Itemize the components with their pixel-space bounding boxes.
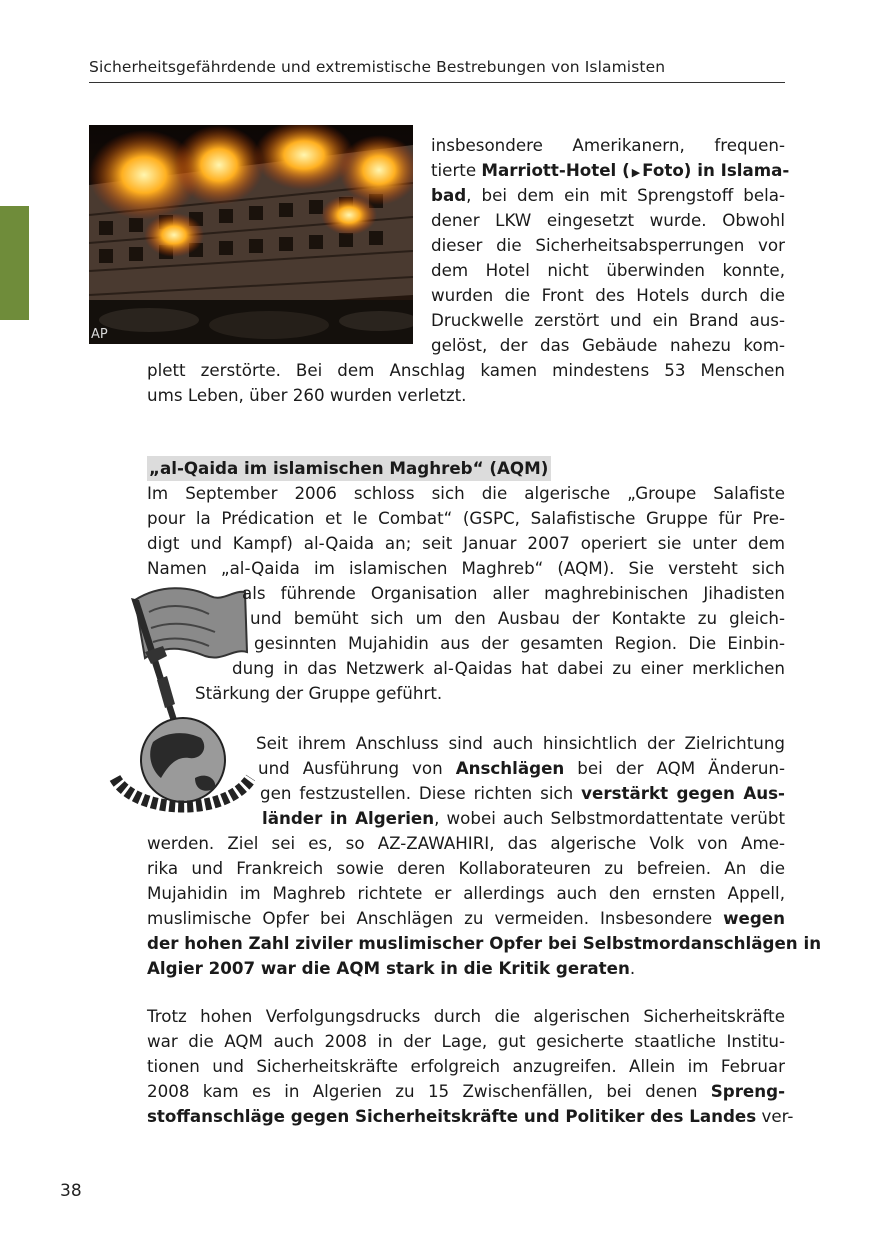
bold-text-run: stoffanschläge gegen Sicherheitskräfte und Politiker des Landes <box>147 1106 757 1126</box>
text-run: , wobei auch Selbstmordattentate verübt <box>434 808 785 828</box>
text-line <box>147 931 822 956</box>
text-line <box>147 383 467 408</box>
text-line <box>431 308 785 333</box>
text-line <box>258 756 785 781</box>
text-run: Trotz hohen Verfolgungsdrucks durch die algerischen Sicherheitskräfte <box>147 1006 785 1026</box>
text-line <box>242 581 785 606</box>
text-line <box>147 1104 794 1129</box>
text-line <box>256 731 785 756</box>
text-run: als führende Organisation aller maghrebinischen Jihadisten <box>242 583 785 603</box>
text-line <box>431 183 785 208</box>
bold-text-run: Marriott-Hotel ( <box>481 160 630 180</box>
text-line <box>147 881 785 906</box>
text-run: Namen „al-Qaida im islamischen Maghreb“ (AQM). Sie versteht sich <box>147 558 785 578</box>
text-run: Stärkung der Gruppe geführt. <box>195 683 443 703</box>
text-run: insbesondere Amerikanern, frequen- <box>431 135 785 155</box>
header-rule <box>89 82 785 83</box>
photo-credit: AP <box>91 327 108 342</box>
text-line <box>250 606 785 631</box>
text-line <box>147 956 635 981</box>
text-run: Mujahidin im Maghreb richtete er allerdings auch den ernsten Appell, <box>147 883 785 903</box>
bold-text-run: wegen <box>723 908 785 928</box>
text-run: und Ausführung von <box>258 758 456 778</box>
text-run: tierte <box>431 160 482 180</box>
text-line <box>147 831 785 856</box>
text-line <box>262 806 785 831</box>
text-run: Druckwelle zerstört und ein Brand aus- <box>431 310 785 330</box>
text-line <box>431 233 785 258</box>
text-line <box>147 358 785 383</box>
text-line <box>147 1079 785 1104</box>
text-run: wurden die Front des Hotels durch die <box>431 285 785 305</box>
running-header: Sicherheitsgefährdende und extremistische Bestrebungen von Islamisten <box>89 58 666 76</box>
text-line <box>147 556 785 581</box>
text-line <box>431 158 790 183</box>
text-line <box>431 133 785 158</box>
text-line <box>147 856 785 881</box>
text-run: war die AQM auch 2008 in der Lage, gut gesicherte staatliche Institu- <box>147 1031 785 1051</box>
bold-text-run: verstärkt gegen Aus- <box>581 783 785 803</box>
text-run: dieser die Sicherheitsabsperrungen vor <box>431 235 785 255</box>
text-run: . <box>629 958 636 978</box>
text-line <box>195 681 442 706</box>
bold-text-run: der hohen Zahl ziviler muslimischer Opfer bei Selbstmordanschlägen in <box>147 933 822 953</box>
triangle-right-icon: ▶ <box>631 166 641 179</box>
text-run: plett zerstörte. Bei dem Anschlag kamen mindestens 53 Menschen <box>147 360 785 380</box>
text-line <box>147 1004 785 1029</box>
text-line <box>431 333 785 358</box>
text-run: bei der AQM Änderun- <box>564 758 786 778</box>
text-run: Im September 2006 schloss sich die algerische „Groupe Salafiste <box>147 483 785 503</box>
text-line <box>431 258 785 283</box>
text-run: gelöst, der das Gebäude nahezu kom- <box>431 335 785 355</box>
text-line <box>147 1029 785 1054</box>
text-line <box>232 656 785 681</box>
bold-text-run: Anschlägen <box>455 758 565 778</box>
text-run: tionen und Sicherheitskräfte erfolgreich anzugreifen. Allein im Februar <box>147 1056 785 1076</box>
text-run: gesinnten Mujahidin aus der gesamten Region. Die Einbin- <box>254 633 785 653</box>
text-line <box>147 506 785 531</box>
side-tab <box>0 206 29 320</box>
page-number: 38 <box>60 1181 82 1201</box>
text-line <box>147 481 785 506</box>
text-run: digt und Kampf) al-Qaida an; seit Januar 2007 operiert sie unter dem <box>147 533 785 553</box>
bold-text-run: Spreng- <box>710 1081 785 1101</box>
bold-text-run: bad <box>431 185 467 205</box>
text-run: , bei dem ein mit Sprengstoff bela- <box>466 185 785 205</box>
text-run: dem Hotel nicht überwinden konnte, <box>431 260 785 280</box>
text-run: gen festzustellen. Diese richten sich <box>260 783 582 803</box>
text-run: dung in das Netzwerk al-Qaidas hat dabei zu einer merklichen <box>232 658 785 678</box>
text-run: ums Leben, über 260 wurden verletzt. <box>147 385 467 405</box>
text-run: Seit ihrem Anschluss sind auch hinsichtlich der Zielrichtung <box>256 733 785 753</box>
section-heading: „al-Qaida im islamischen Maghreb“ (AQM) <box>147 456 551 481</box>
text-run: dener LKW eingesetzt wurde. Obwohl <box>431 210 785 230</box>
text-run: werden. Ziel sei es, so AZ-ZAWAHIRI, das algerische Volk von Ame- <box>147 833 785 853</box>
text-line <box>147 1054 785 1079</box>
text-run: pour la Prédication et le Combat“ (GSPC, Salafistische Gruppe für Pre- <box>147 508 785 528</box>
text-line <box>431 283 785 308</box>
text-run: rika und Frankreich sowie deren Kollaborateuren zu befreien. An die <box>147 858 785 878</box>
text-run: ver- <box>756 1106 794 1126</box>
bold-text-run: Algier 2007 war die AQM stark in die Kritik geraten <box>147 958 630 978</box>
text-run: 2008 kam es in Algerien zu 15 Zwischenfällen, bei denen <box>147 1081 711 1101</box>
text-line <box>431 208 785 233</box>
text-run: und bemüht sich um den Ausbau der Kontakte zu gleich- <box>250 608 785 628</box>
text-line <box>260 781 785 806</box>
text-line <box>147 531 785 556</box>
text-run: muslimische Opfer bei Anschlägen zu vermeiden. Insbesondere <box>147 908 724 928</box>
hotel-fire-photo <box>89 125 413 344</box>
bold-text-run: länder in Algerien <box>262 808 435 828</box>
bold-text-run: Foto) in Islama- <box>642 160 790 180</box>
text-line <box>254 631 785 656</box>
text-line <box>147 906 785 931</box>
